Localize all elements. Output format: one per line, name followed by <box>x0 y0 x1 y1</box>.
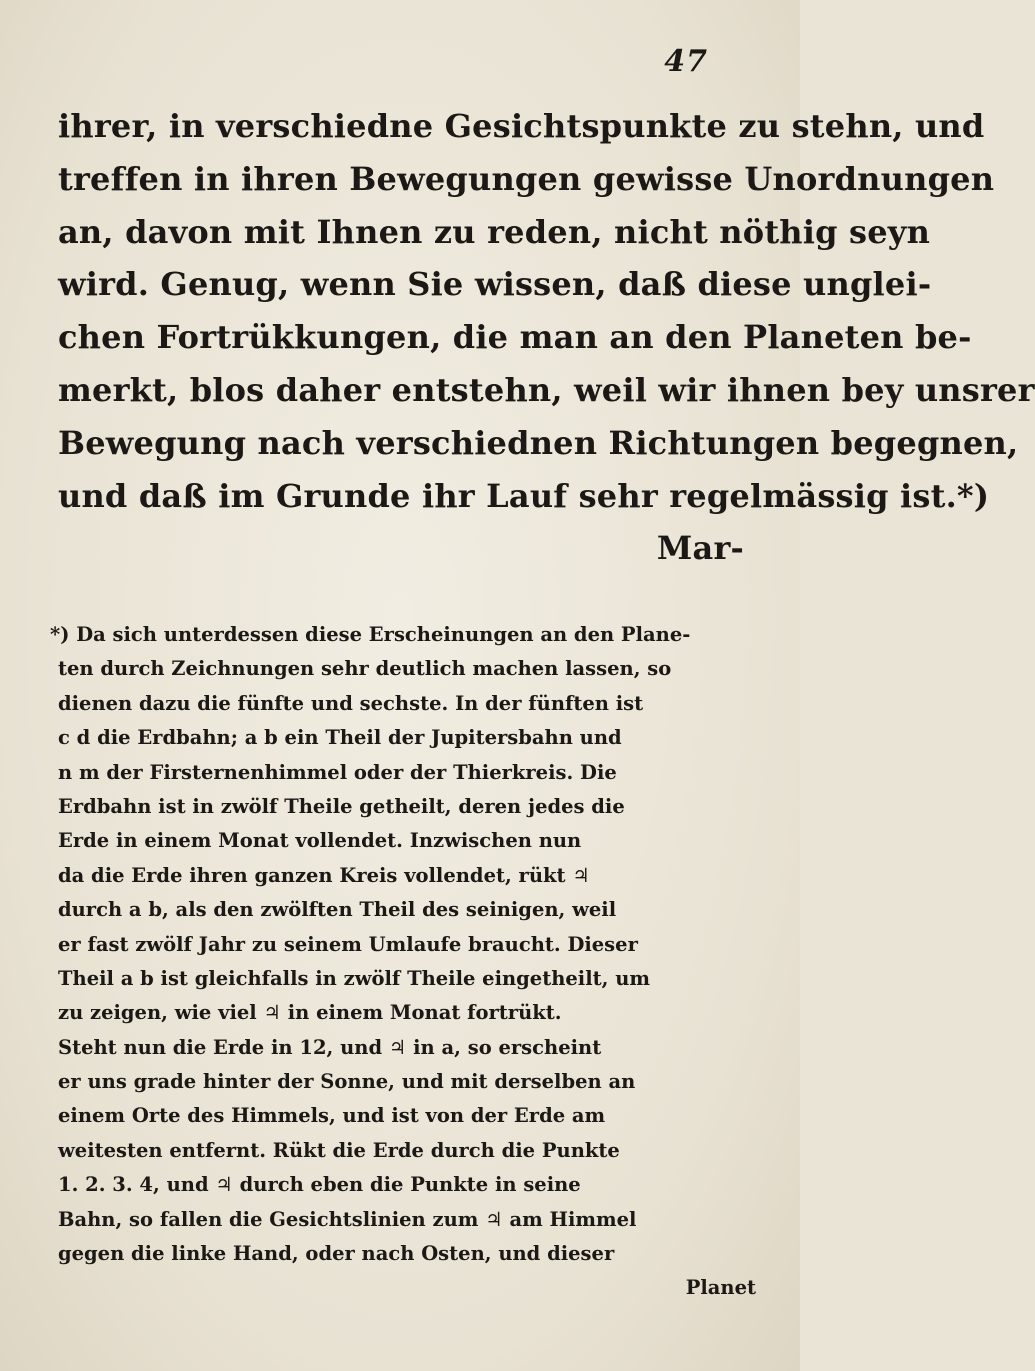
footnote-catchword: Planet <box>685 1276 756 1300</box>
text-line: an, davon mit Ihnen zu reden, nicht nöthig seyn <box>58 212 931 251</box>
footnote-line: zu zeigen, wie viel ♃ in einem Monat fortrükt. <box>58 1001 562 1025</box>
text-line: merkt, blos daher entstehn, weil wir ihnen bey unsrer <box>58 370 1035 409</box>
footnote-line: 1. 2. 3. 4, und ♃ durch eben die Punkte in seine <box>58 1173 581 1197</box>
footnote-line: Theil a b ist gleichfalls in zwölf Theile eingetheilt, um <box>58 966 651 990</box>
footnote-line: weitesten entfernt. Rükt die Erde durch die Punkte <box>58 1138 620 1162</box>
footnote-line: *) Da sich unterdessen diese Erscheinungen an den Plane- <box>50 623 691 646</box>
text-line: treffen in ihren Bewegungen gewisse Unordnungen <box>58 159 995 198</box>
catchword: Mar- <box>656 529 744 568</box>
footnote-line: ten durch Zeichnungen sehr deutlich machen lassen, so <box>58 657 672 681</box>
text-line: wird. Genug, wenn Sie wissen, daß diese unglei- <box>58 265 932 304</box>
footnote-line: n m der Firsternenhimmel oder der Thierkreis. Die <box>58 760 617 784</box>
footnote-line: Steht nun die Erde in 12, und ♃ in a, so erscheint <box>58 1035 602 1059</box>
footnote-line: Bahn, so fallen die Gesichtslinien zum ♃ am Himmel <box>58 1207 637 1231</box>
footnote-line: er uns grade hinter der Sonne, und mit derselben an <box>58 1070 636 1094</box>
footnote-line: dienen dazu die fünfte und sechste. In der fünften ist <box>58 691 644 715</box>
footnote-line: er fast zwölf Jahr zu seinem Umlaufe braucht. Dieser <box>58 932 638 956</box>
text-line: chen Fortrükkungen, die man an den Planeten be- <box>58 318 972 357</box>
footnote-line: Erdbahn ist in zwölf Theile getheilt, deren jedes die <box>58 794 625 818</box>
footnote-line: da die Erde ihren ganzen Kreis vollendet, rükt ♃ <box>58 863 590 887</box>
footnote-line: einem Orte des Himmels, und ist von der Erde am <box>58 1104 606 1128</box>
text-line: und daß im Grunde ihr Lauf sehr regelmässig ist.*) <box>58 476 990 515</box>
footnote-line: c d die Erdbahn; a b ein Theil der Jupitersbahn und <box>58 726 622 750</box>
footnote-line: gegen die linke Hand, oder nach Osten, und dieser <box>58 1242 615 1266</box>
text-line: Bewegung nach verschiednen Richtungen begegnen, <box>58 423 1019 462</box>
footnote-block <box>50 618 770 1306</box>
main-text-block <box>58 100 1035 575</box>
page-number: 47 <box>664 44 708 79</box>
text-line: ihrer, in verschiedne Gesichtspunkte zu stehn, und <box>58 107 985 145</box>
footnote-line: Erde in einem Monat vollendet. Inzwischen nun <box>58 829 582 853</box>
footnote-line: durch a b, als den zwölften Theil des seinigen, weil <box>58 898 617 922</box>
